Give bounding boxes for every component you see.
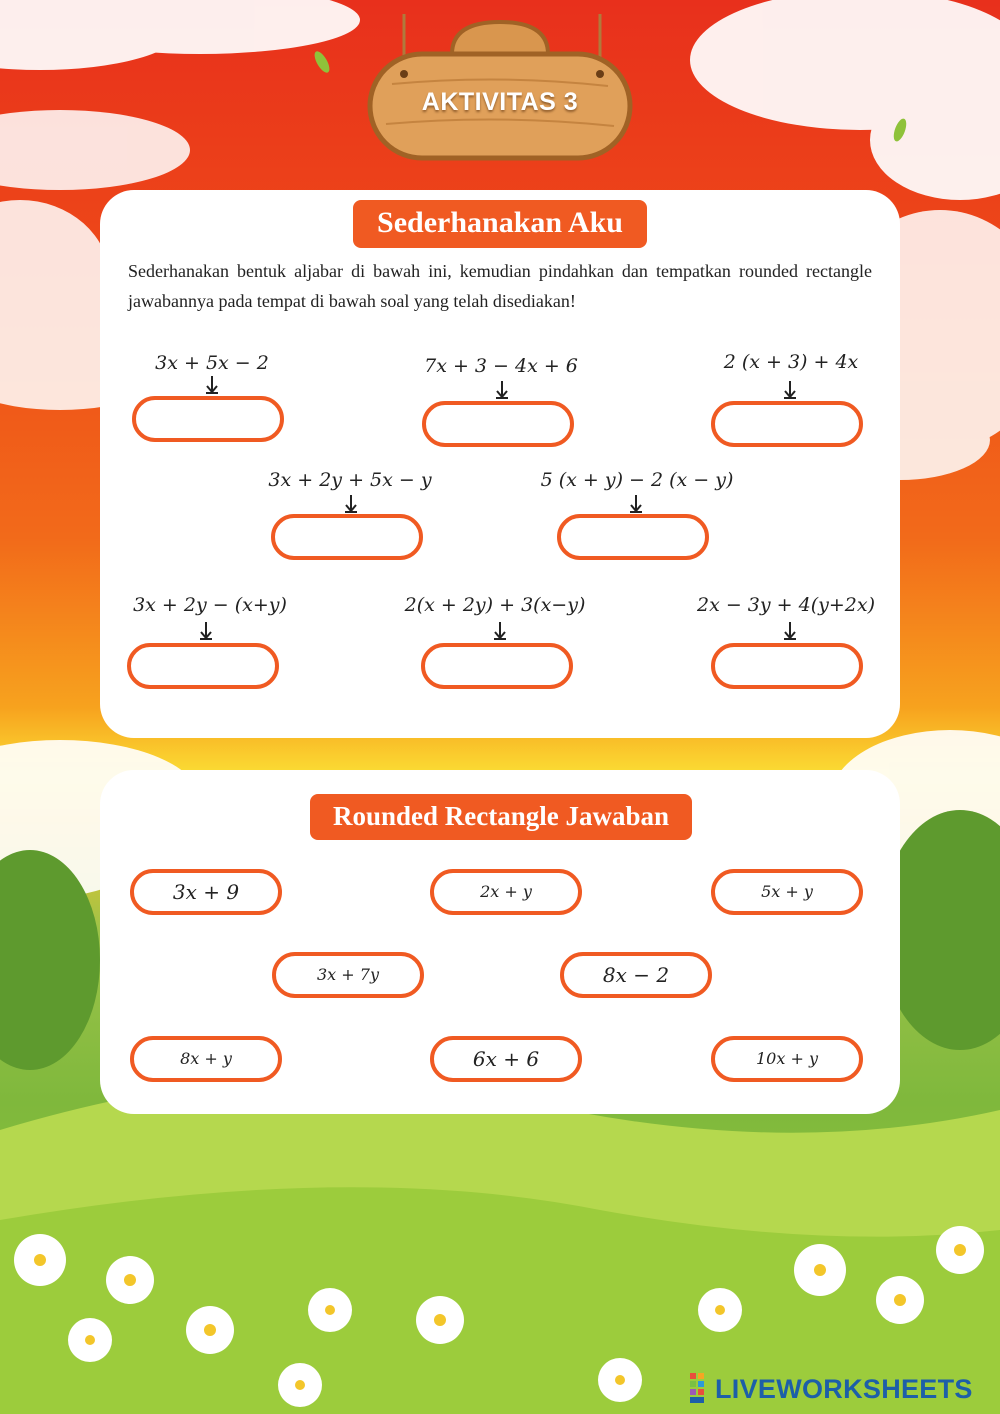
question-8: 2x − 3y + 4(y+2x) (697, 594, 875, 616)
question-1: 3x + 5x − 2 (155, 352, 269, 374)
answer-card-7[interactable]: 6x + 6 (430, 1036, 582, 1082)
answer-drop-slot-7[interactable] (421, 643, 573, 689)
answer-card-1[interactable]: 3x + 9 (130, 869, 282, 915)
answer-card-5[interactable]: 8x − 2 (560, 952, 712, 998)
answer-drop-slot-1[interactable] (132, 396, 284, 442)
down-arrow-icon (629, 494, 643, 514)
section-title: Sederhanakan Aku (353, 200, 647, 248)
question-3: 2 (x + 3) + 4x (723, 351, 859, 373)
liveworksheets-logo (690, 1372, 973, 1406)
down-arrow-icon (205, 375, 219, 395)
down-arrow-icon (783, 621, 797, 641)
activity-title: AKTIVITAS 3 (421, 88, 579, 116)
answer-drop-slot-6[interactable] (127, 643, 279, 689)
answer-drop-slot-2[interactable] (422, 401, 574, 447)
instruction-text: Sederhanakan bentuk aljabar di bawah ini, kemudian pindahkan dan tempatkan rounded rectangle jawabannya pada tempat di bawah soal yang telah disediakan! (128, 261, 872, 311)
answer-drop-slot-8[interactable] (711, 643, 863, 689)
answer-drop-slot-4[interactable] (271, 514, 423, 560)
question-5: 5 (x + y) − 2 (x − y) (540, 469, 734, 491)
down-arrow-icon (344, 494, 358, 514)
down-arrow-icon (495, 380, 509, 400)
question-6: 3x + 2y − (x+y) (133, 594, 287, 616)
question-7: 2(x + 2y) + 3(x−y) (404, 594, 586, 616)
answer-card-6[interactable]: 8x + y (130, 1036, 282, 1082)
question-2: 7x + 3 − 4x + 6 (424, 355, 578, 377)
section-title: Rounded Rectangle Jawaban (310, 794, 692, 840)
down-arrow-icon (199, 621, 213, 641)
answer-card-8[interactable]: 10x + y (711, 1036, 863, 1082)
answer-drop-slot-5[interactable] (557, 514, 709, 560)
answer-card-4[interactable]: 3x + 7y (272, 952, 424, 998)
question-4: 3x + 2y + 5x − y (268, 469, 432, 491)
answer-card-3[interactable]: 5x + y (711, 869, 863, 915)
answer-card-2[interactable]: 2x + y (430, 869, 582, 915)
brand-name: LIVEWORKSHEETS (715, 1373, 973, 1404)
down-arrow-icon (493, 621, 507, 641)
down-arrow-icon (783, 380, 797, 400)
liveworksheets-logo-icon (690, 1373, 712, 1405)
answer-drop-slot-3[interactable] (711, 401, 863, 447)
